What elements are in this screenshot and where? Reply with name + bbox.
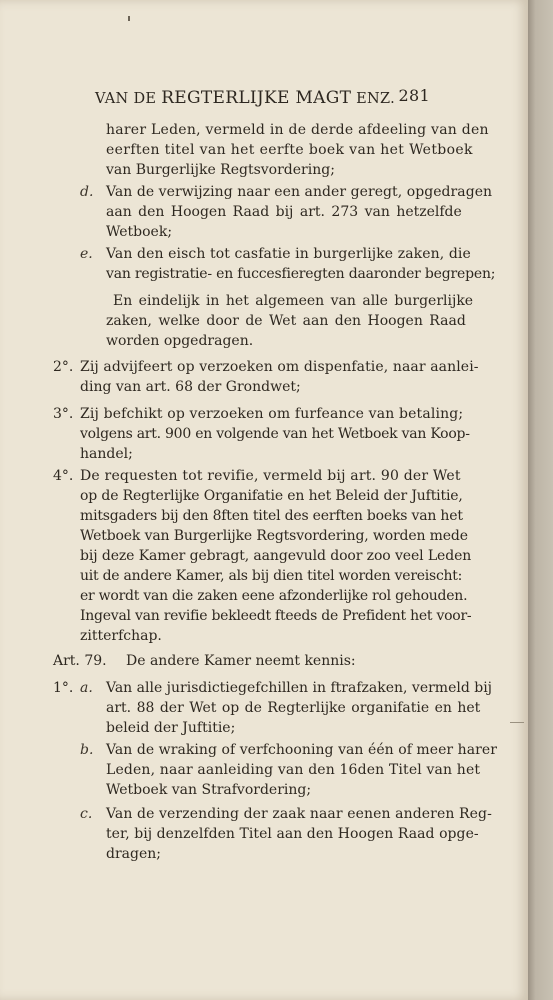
text-line: ter, bij denzelfden Titel aan den Hoogen Raad opge- [106, 826, 479, 842]
item-label: a. [80, 680, 93, 696]
header-title [95, 88, 395, 108]
item-number: 3°. [53, 406, 74, 422]
text-line: beleid der Juftitie; [106, 720, 236, 736]
text-line: Ingeval van revifie bekleedt fteeds de Prefident het voor- [80, 608, 472, 624]
text-line: zaken, welke door de Wet aan den Hoogen Raad [106, 313, 466, 329]
text-line: Zij advijfeert op verzoeken om dispenfatie, naar aanlei- [80, 359, 479, 375]
running-header [95, 88, 430, 108]
text-line: handel; [80, 446, 133, 462]
article-number: Art. 79. [53, 653, 107, 669]
text-line: Wetboek van Strafvordering; [106, 782, 312, 798]
text-line: De requesten tot revifie, vermeld bij art. 90 der Wet [80, 468, 461, 484]
text-line: zitterfchap. [80, 628, 162, 644]
text-line: Van den eisch tot casfatie in burgerlijke zaken, die [106, 246, 471, 262]
text-line: er wordt van die zaken eene afzonderlijke rol gehouden. [80, 588, 468, 604]
book-edge [528, 0, 553, 1000]
text-line: dragen; [106, 846, 161, 862]
text-line: van registratie- en fuccesfieregten daaronder begrepen; [106, 266, 496, 282]
text-line: bij deze Kamer gebragt, aangevuld door zoo veel Leden [80, 548, 472, 564]
text-line: De andere Kamer neemt kennis: [126, 653, 356, 669]
item-number: 4°. [53, 468, 74, 484]
top-mark [128, 16, 130, 21]
text-line: Van de verzending der zaak naar eenen anderen Reg- [106, 806, 492, 822]
text-line: Van alle jurisdictiegefchillen in ftrafzaken, vermeld bij [106, 680, 493, 696]
text-line: volgens art. 900 en volgende van het Wetboek van Koop- [80, 426, 470, 442]
item-number: 1°. [53, 680, 74, 696]
header-title-pre: VAN DE [95, 91, 162, 107]
item-label: d. [80, 184, 94, 200]
header-title-main: REGTERLIJKE MAGT [161, 88, 352, 108]
text-line: En eindelijk in het algemeen van alle burgerlijke [113, 293, 474, 309]
text-line: op de Regterlijke Organifatie en het Beleid der Juftitie, [80, 488, 463, 504]
text-line: worden opgedragen. [106, 333, 254, 349]
margin-mark [510, 722, 524, 723]
text-line: Leden, naar aanleiding van den 16den Titel van het [106, 762, 481, 778]
text-line: art. 88 der Wet op de Regterlijke organifatie en het [106, 700, 481, 716]
item-label: e. [80, 246, 93, 262]
item-number: 2°. [53, 359, 74, 375]
text-line: uit de andere Kamer, als bij dien titel worden vereischt: [80, 568, 463, 584]
item-label: b. [80, 742, 94, 758]
text-line: harer Leden, vermeld in de derde afdeeling van den [106, 122, 489, 138]
text-line: Zij befchikt op verzoeken om furfeance van betaling; [80, 406, 464, 422]
page-number: 281 [398, 86, 430, 105]
text-line: van Burgerlijke Regtsvordering; [106, 162, 335, 178]
text-line: Wetboek van Burgerlijke Regtsvordering, worden mede [80, 528, 468, 544]
header-title-post: ENZ. [351, 91, 396, 107]
text-line: Van de wraking of verfchooning van één of meer harer [106, 742, 497, 758]
text-line: aan den Hoogen Raad bij art. 273 van hetzelfde [106, 204, 462, 220]
text-line: Van de verwijzing naar een ander geregt, opgedragen [106, 184, 493, 200]
text-line: ding van art. 68 der Grondwet; [80, 379, 301, 395]
text-line: eerften titel van het eerfte boek van het Wetboek [106, 142, 473, 158]
text-line: Wetboek; [106, 224, 173, 240]
item-label: c. [80, 806, 93, 822]
text-line: mitsgaders bij den 8ften titel des eerften boeks van het [80, 508, 463, 524]
